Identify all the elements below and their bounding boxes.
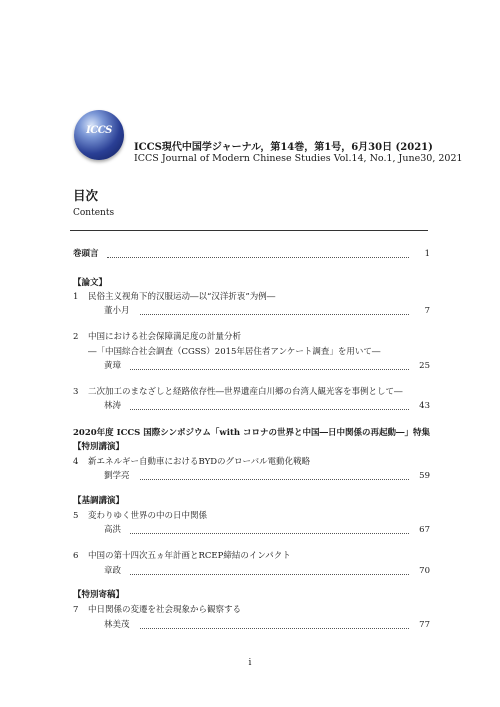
keynote-1-leader (130, 532, 409, 534)
keynote-1-number: 5 (73, 511, 79, 521)
contribution-leader (140, 627, 409, 629)
article-2-page: 25 (419, 361, 430, 371)
article-3-title: 二次加工のまなざしと経路依存性―世界遺産白川郷の台湾人観光客を事例として― (88, 387, 403, 397)
article-3-number: 3 (73, 387, 79, 397)
section-special-lecture: 【特別講演】 (73, 442, 125, 452)
article-3-author: 林涛 (104, 401, 122, 411)
section-keynote: 【基調講演】 (73, 496, 125, 506)
article-1-page: 7 (424, 306, 430, 316)
keynote-1-page: 67 (419, 525, 430, 535)
keynote-2-number: 6 (73, 551, 79, 561)
keynote-2-title: 中国の第十四次五ヵ年計画とRCEP締結のインパクト (88, 551, 291, 561)
toc-heading: 目次 (73, 188, 99, 203)
footer-page-number: i (248, 658, 252, 668)
article-2-leader (130, 368, 409, 370)
special-lecture-page: 59 (419, 471, 430, 481)
keynote-2-leader (130, 573, 409, 575)
contribution-page: 77 (419, 620, 430, 630)
article-1-leader (140, 313, 409, 315)
keynote-2-page: 70 (419, 566, 430, 576)
article-2-author: 黄璋 (104, 361, 122, 371)
section-contribution: 【特別寄稿】 (73, 590, 125, 600)
foreword-page: 1 (424, 249, 430, 259)
keynote-1-author: 高洪 (104, 525, 122, 535)
special-lecture-number: 4 (73, 457, 79, 467)
special-lecture-title: 新エネルギー自動車におけるBYDのグローバル電動化戦略 (88, 457, 311, 467)
article-2-title: 中国における社会保障満足度の計量分析 (88, 332, 242, 342)
article-1-number: 1 (73, 292, 79, 302)
contribution-number: 7 (73, 605, 79, 615)
contribution-author: 林美茂 (104, 620, 130, 630)
journal-title-ja: ICCS現代中国学ジャーナル，第14巻，第1号，6月30日 (2021) (134, 142, 433, 153)
symposium-title: 2020年度 ICCS 国際シンポジウム「with コロナの世界と中国―日中関係の再起動―」特集 (73, 428, 431, 438)
special-lecture-author: 劉学亮 (104, 471, 130, 481)
article-2-subtitle: ―「中国綜合社会調査（CGSS）2015年居住者アンケート調査」を用いて― (88, 347, 381, 357)
keynote-2-author: 章政 (104, 566, 122, 576)
article-1-author: 董小月 (104, 306, 130, 316)
section-articles: 【論文】 (73, 278, 108, 288)
article-2-number: 2 (73, 332, 79, 342)
special-lecture-leader (140, 478, 409, 480)
journal-title-en: ICCS Journal of Modern Chinese Studies Vol.14, No.1, June30, 2021 (134, 153, 463, 164)
article-3-page: 43 (419, 401, 430, 411)
contribution-title: 中日関係の変遷を社会現象から観察する (88, 605, 242, 615)
toc-subheading: Contents (73, 208, 115, 218)
logo-text: ICCS (86, 125, 112, 136)
article-1-title: 民俗主义视角下的汉服运动―以“汉洋折衷”为例― (88, 292, 276, 302)
article-3-leader (130, 408, 409, 410)
foreword-leader (107, 256, 409, 258)
keynote-1-title: 変わりゆく世界の中の日中関係 (88, 511, 208, 521)
foreword-label: 巻頭言 (73, 249, 99, 259)
